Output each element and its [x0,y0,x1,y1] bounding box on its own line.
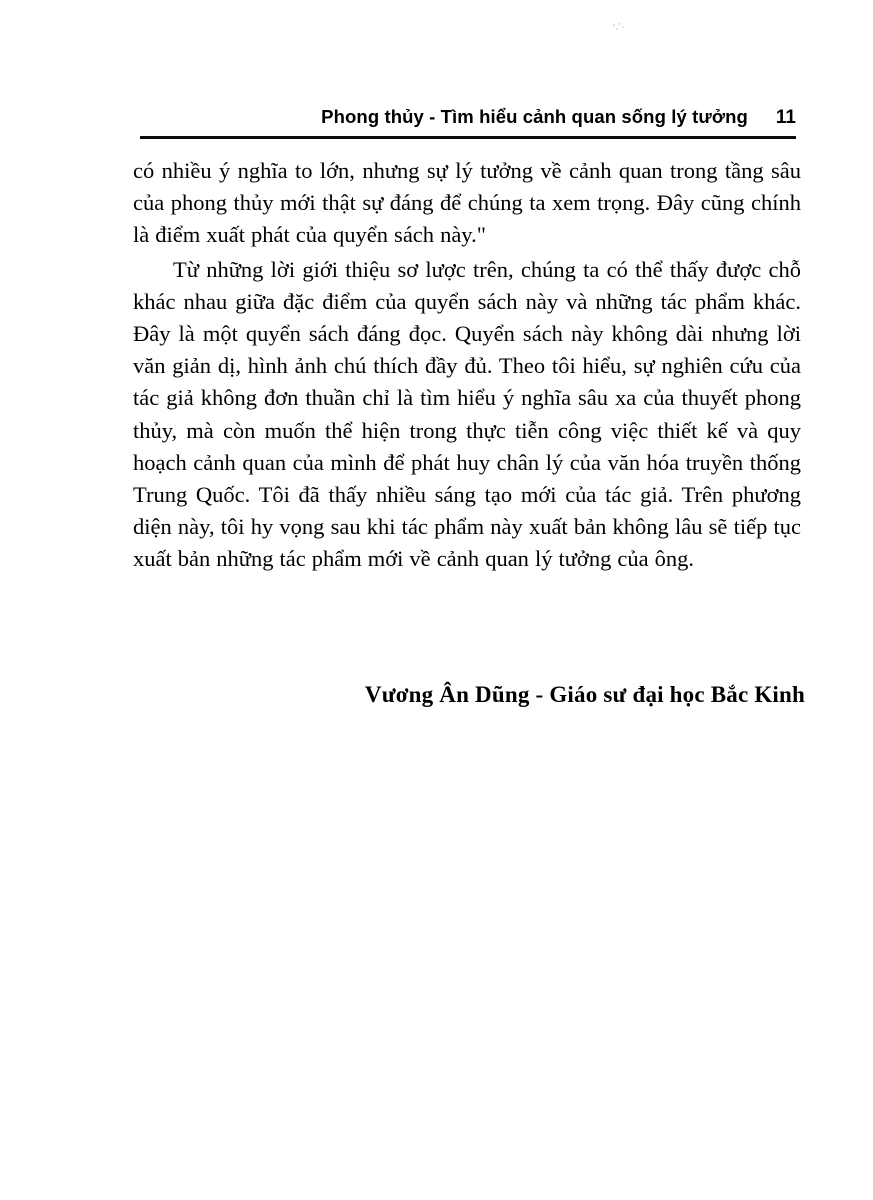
scan-artifact-speckle [612,22,626,32]
paragraph: Từ những lời giới thiệu sơ lược trên, chúng ta có thể thấy được chỗ khác nhau giữa đặc điểm của quyển sách này và những tác phẩm khác. Đây là một quyển sách đáng đọc. Quyển sách này không dài nhưng lời văn giản dị, hình ảnh chú thích đầy đủ. Theo tôi hiểu, sự nghiên cứu của tác giả không đơn thuần chỉ là tìm hiểu ý nghĩa sâu xa của thuyết phong thủy, mà còn muốn thể hiện trong thực tiễn công việc thiết kế và quy hoạch cảnh quan của mình để phát huy chân lý của văn hóa truyền thống Trung Quốc. Tôi đã thấy nhiều sáng tạo mới của tác giả. Trên phương diện này, tôi hy vọng sau khi tác phẩm này xuất bản không lâu sẽ tiếp tục xuất bản những tác phẩm mới về cảnh quan lý tưởng của ông. [133,256,801,572]
running-head [140,106,796,129]
paragraph: có nhiều ý nghĩa to lớn, nhưng sự lý tưởng về cảnh quan trong tầng sâu của phong thủy mới thật sự đáng để chúng ta xem trọng. Đây cũng chính là điểm xuất phát của quyển sách này." [133,158,801,248]
running-head-title: Phong thủy - Tìm hiểu cảnh quan sống lý tưởng [321,106,748,127]
author-signature: Vương Ân Dũng - Giáo sư đại học Bắc Kinh [364,682,805,707]
body-text-block [133,155,801,576]
header-rule-divider [140,136,796,139]
page-number: 11 [775,107,796,128]
